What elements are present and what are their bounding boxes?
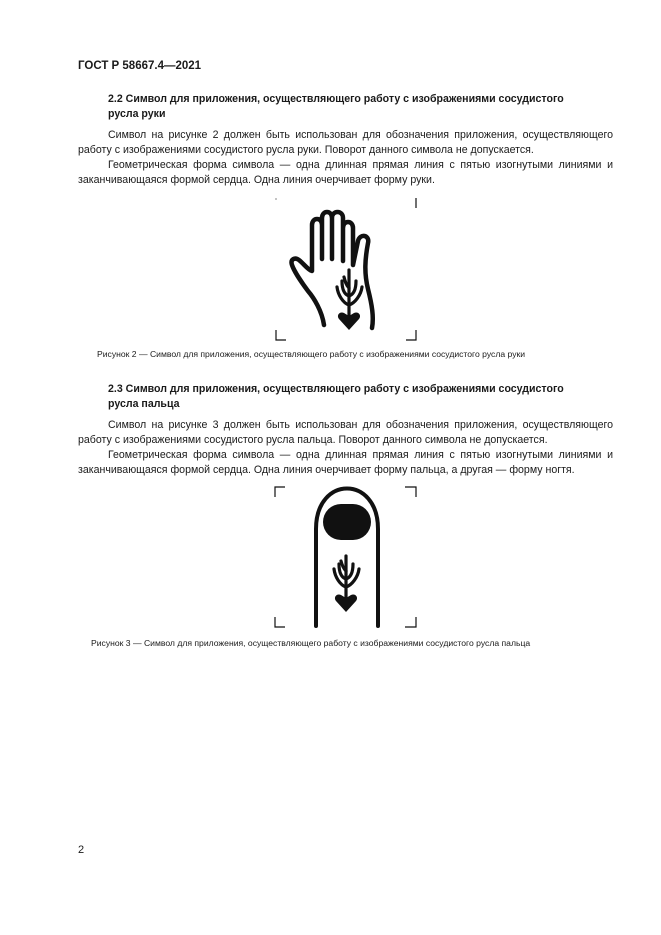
figure-caption: Рисунок 2 — Символ для приложения, осуществляющего работу с изображениями сосудистого русла руки bbox=[97, 349, 526, 359]
document-header: ГОСТ Р 58667.4—2021 bbox=[78, 60, 202, 72]
paragraph: Геометрическая форма символа — одна длинная прямая линия с пятью изогнутыми линиями и заканчивающаяся формой сердца. Одна линия очерчивает форму пальца, а другая — форму ногтя. bbox=[78, 449, 613, 476]
section-heading-line2: русла пальца bbox=[108, 398, 180, 410]
section-heading bbox=[78, 382, 613, 412]
figure-3 bbox=[268, 481, 422, 636]
section-heading-line1: 2.3 Символ для приложения, осуществляющего работу с изображениями сосудистого bbox=[108, 383, 564, 395]
paragraph: Символ на рисунке 3 должен быть использован для обозначения приложения, осуществляющего работу с изображениями сосудистого русла пальца. Поворот данного символа не допускается. bbox=[78, 419, 613, 446]
hand-vascular-icon bbox=[268, 193, 422, 345]
paragraph: Геометрическая форма символа — одна длинная прямая линия с пятью изогнутыми линиями и заканчивающаяся формой сердца. Одна линия очерчивает форму руки. bbox=[78, 159, 613, 186]
section-2-3 bbox=[78, 382, 613, 478]
section-heading-line2: русла руки bbox=[108, 108, 166, 120]
figure-caption: Рисунок 3 — Символ для приложения, осуществляющего работу с изображениями сосудистого русла пальца bbox=[91, 638, 531, 648]
section-2-2 bbox=[78, 92, 613, 188]
finger-vascular-icon bbox=[268, 481, 422, 631]
paragraph: Символ на рисунке 2 должен быть использован для обозначения приложения, осуществляющего работу с изображениями сосудистого русла руки. Поворот данного символа не допускается. bbox=[78, 129, 613, 156]
page-number: 2 bbox=[78, 844, 85, 856]
figure-2 bbox=[268, 193, 422, 350]
section-heading-line1: 2.2 Символ для приложения, осуществляющего работу с изображениями сосудистого bbox=[108, 93, 564, 105]
section-heading bbox=[78, 92, 613, 122]
